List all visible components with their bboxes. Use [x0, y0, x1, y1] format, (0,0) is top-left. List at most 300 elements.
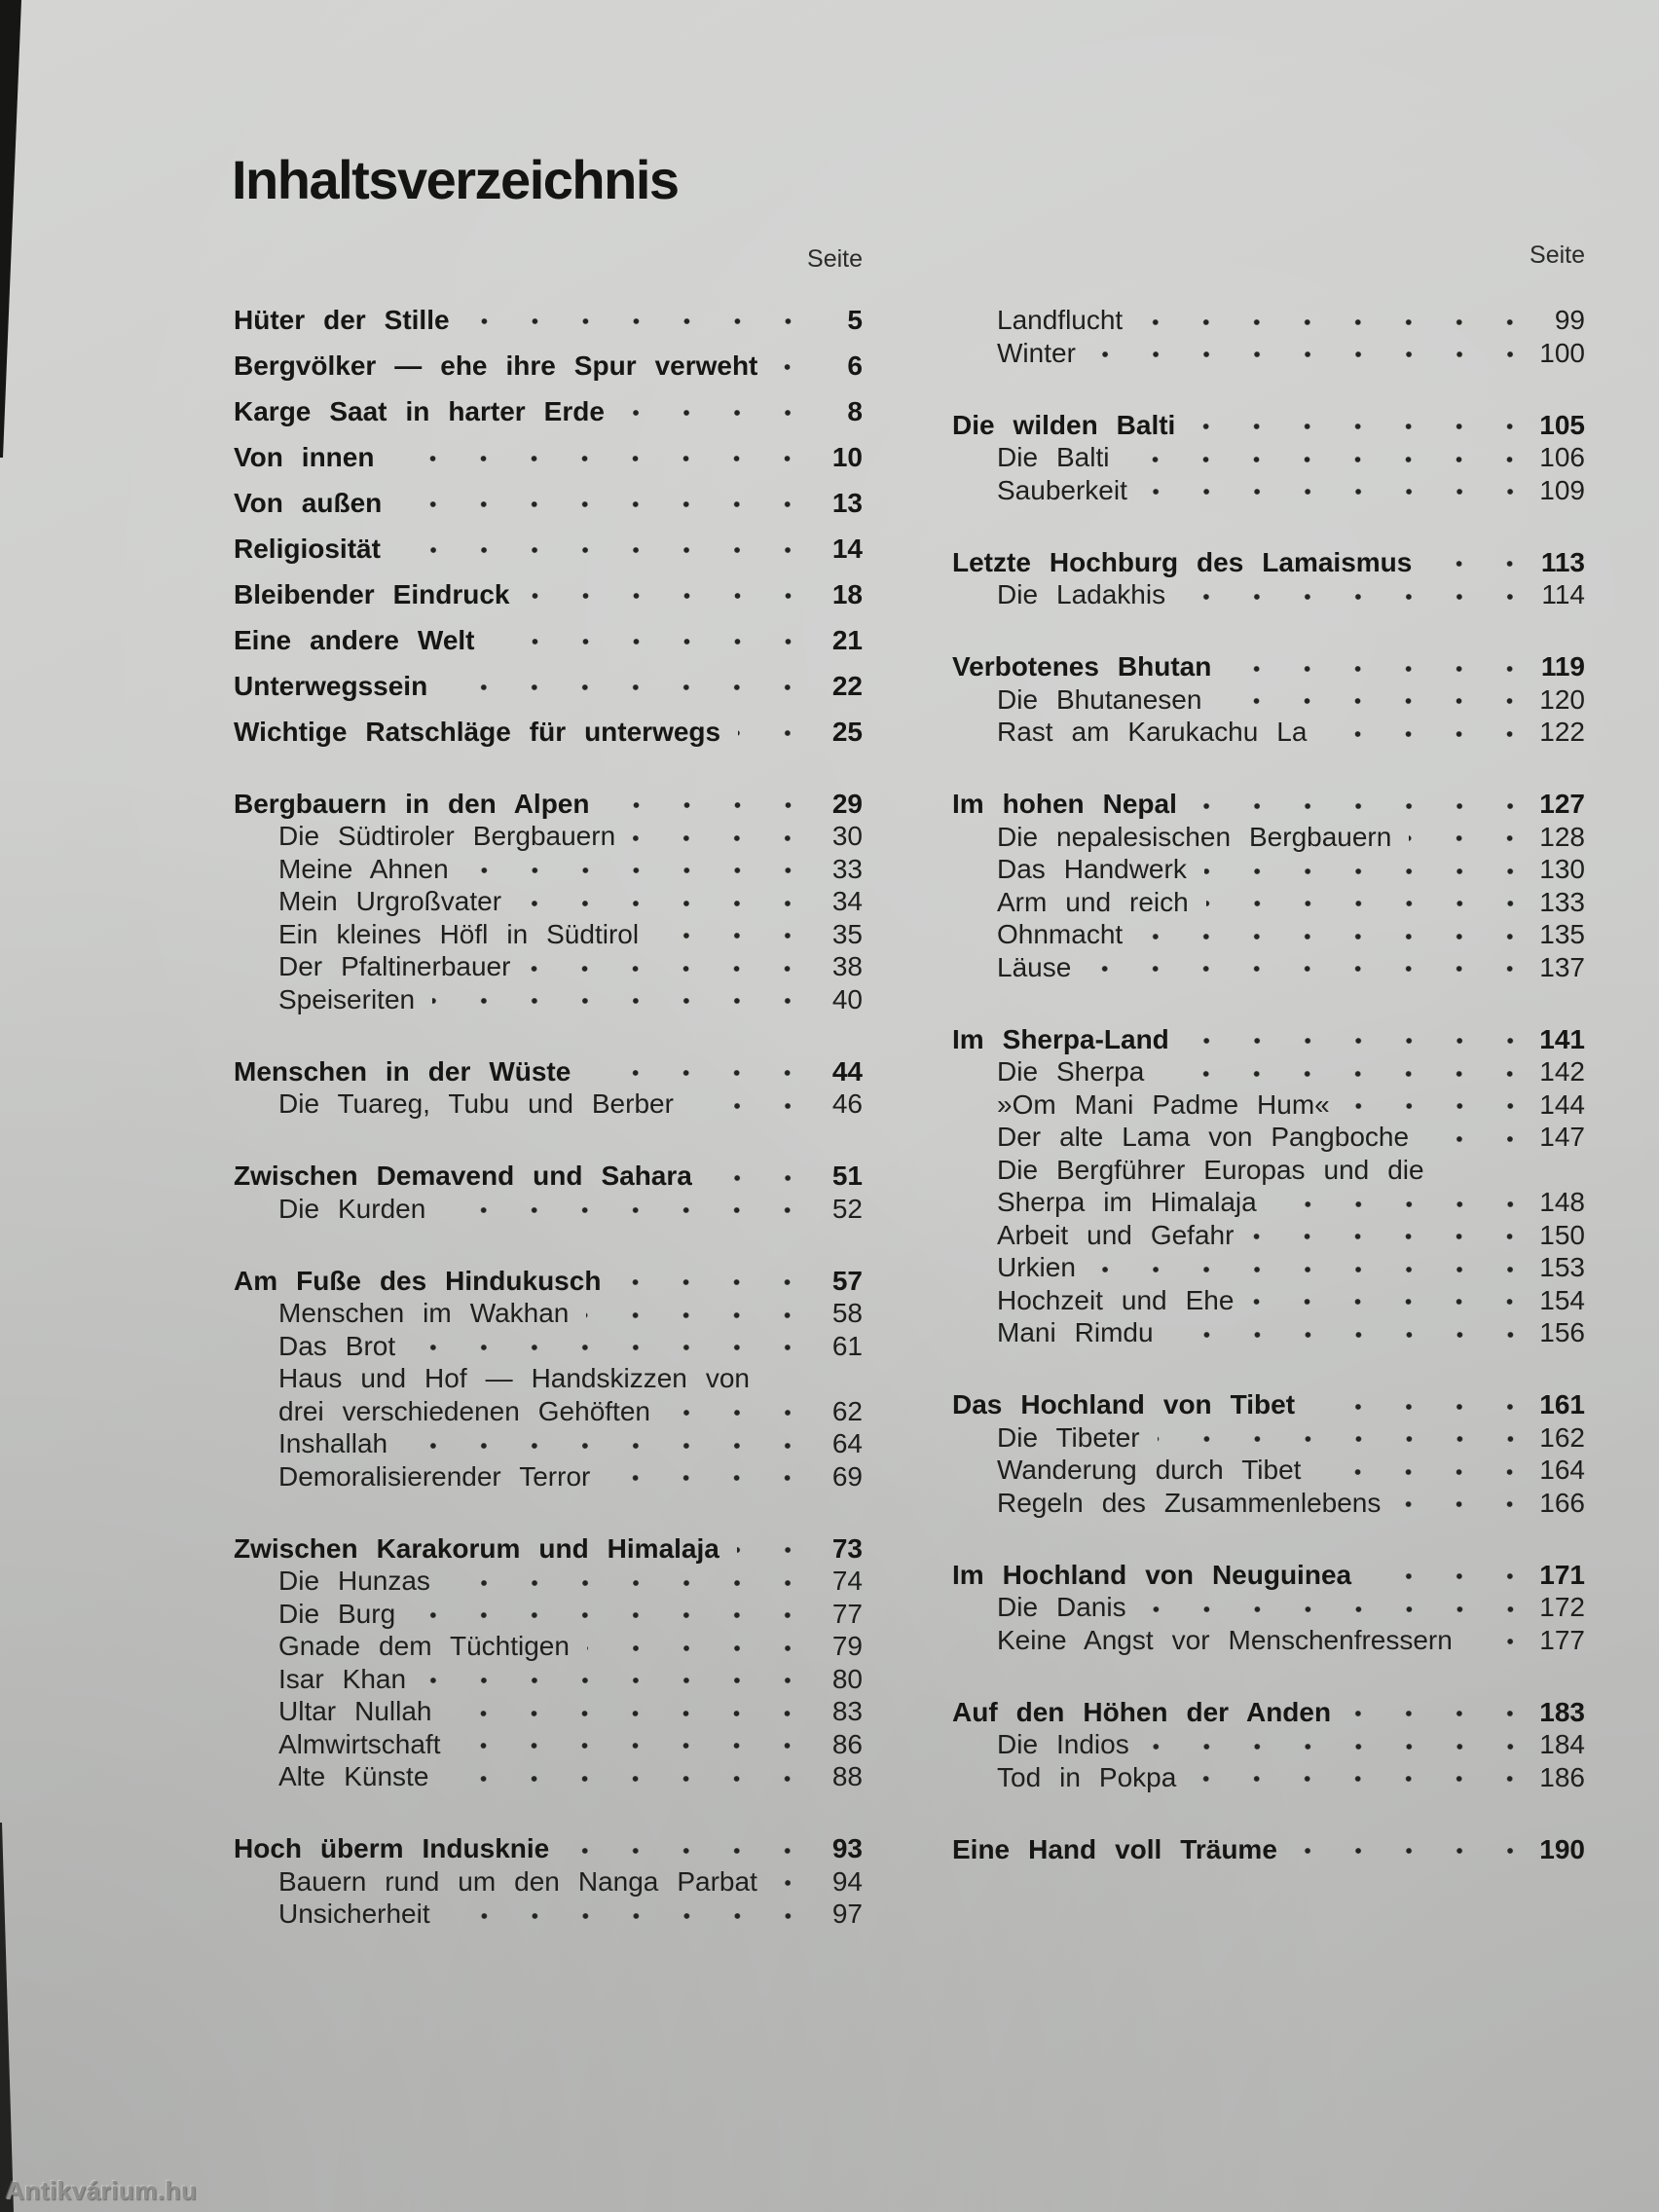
toc-entry-label: Zwischen Karakorum und Himalaja	[234, 1532, 719, 1564]
page-number: 166	[1539, 1487, 1585, 1518]
toc-entry-label: Unsicherheit	[278, 1899, 430, 1930]
dot-leader	[493, 636, 793, 647]
page-number: 33	[831, 853, 863, 884]
toc-row	[234, 471, 863, 517]
dot-leader	[432, 995, 793, 1007]
page-number: 18	[831, 578, 863, 609]
dot-leader	[567, 1845, 793, 1857]
page-number: 119	[1540, 651, 1585, 682]
toc-row	[952, 472, 1585, 505]
toc-entry-label: Wanderung durch Tibet	[997, 1455, 1302, 1486]
toc-column-left	[234, 288, 863, 1929]
page-number: 64	[831, 1428, 863, 1459]
dot-leader	[458, 1740, 793, 1751]
toc-entry-label: Das Brot	[278, 1330, 396, 1361]
toc-entry-label: Läuse	[997, 951, 1072, 982]
dot-leader	[449, 1708, 793, 1719]
toc-entry-label: Meine Ahnen	[278, 853, 449, 884]
toc-entry-label: Speiseriten	[278, 983, 416, 1014]
toc-entry-label: Arm und reich	[997, 886, 1189, 917]
page-number: 177	[1539, 1624, 1585, 1655]
toc-entry-label: Winter	[997, 337, 1076, 368]
scan-edge-shadow-top-left	[0, 0, 21, 458]
toc-entry-label: Eine Hand voll Träume	[952, 1833, 1277, 1864]
toc-entry-label: Hoch überm Indusknie	[234, 1833, 550, 1864]
page-number: 13	[831, 487, 863, 518]
dot-leader	[1171, 1329, 1515, 1341]
toc-row	[234, 772, 863, 818]
toc-row	[234, 1360, 863, 1393]
toc-row	[952, 1087, 1585, 1120]
dot-leader	[443, 1204, 793, 1216]
toc-row	[952, 1726, 1585, 1759]
toc-entry-label: Inshallah	[278, 1428, 388, 1459]
toc-entry-label: Ohnmacht	[997, 919, 1124, 950]
page-number: 74	[831, 1566, 863, 1597]
page-number: 183	[1539, 1696, 1585, 1727]
page-number: 10	[831, 441, 863, 472]
toc-row	[234, 654, 863, 700]
toc-entry-label: Regeln des Zusammenlebens	[997, 1487, 1382, 1518]
dot-leader	[1195, 800, 1515, 812]
toc-row	[952, 1485, 1585, 1518]
dot-leader	[775, 1877, 793, 1889]
toc-entry-label: Menschen im Wakhan	[278, 1298, 570, 1329]
toc-entry-label: Die Sherpa	[997, 1056, 1145, 1088]
dot-leader	[1145, 486, 1515, 498]
dot-leader	[1470, 1636, 1515, 1647]
scan-edge-shadow-bottom-left	[0, 1823, 14, 2212]
page-number: 154	[1539, 1284, 1585, 1315]
toc-entry-label: Keine Angst vor Menschenfressern	[997, 1624, 1453, 1655]
page-number: 62	[831, 1395, 863, 1426]
toc-entry-label: Isar Khan	[278, 1663, 407, 1694]
toc-row	[952, 1249, 1585, 1282]
toc-row	[234, 1295, 863, 1328]
toc-entry-label: Die Burg	[278, 1598, 396, 1629]
dot-leader	[622, 407, 793, 419]
dot-leader	[608, 1472, 793, 1484]
toc-row	[952, 1622, 1585, 1655]
dot-leader	[467, 315, 793, 327]
dot-leader	[656, 930, 793, 941]
dot-leader	[1251, 1296, 1515, 1308]
toc-row	[234, 1040, 863, 1086]
toc-row	[952, 949, 1585, 982]
dot-leader	[1348, 1708, 1515, 1719]
toc-entry-label: Das Hochland von Tibet	[952, 1389, 1296, 1420]
toc-entry-label: Letzte Hochburg des Lamaismus	[952, 546, 1413, 577]
toc-entry-label: Die Indios	[997, 1729, 1129, 1760]
toc-row	[234, 851, 863, 884]
dot-leader	[448, 1910, 793, 1922]
toc-entry-label: Mani Rimdu	[997, 1317, 1154, 1348]
toc-entry-label: Sauberkeit	[997, 474, 1127, 505]
toc-entry-label: Auf den Höhen der Anden	[952, 1696, 1332, 1727]
page-number: 83	[831, 1696, 863, 1727]
toc-entry-label: Bergbauern in den Alpen	[234, 788, 590, 819]
dot-leader	[1093, 349, 1515, 360]
toc-entry-label: Demoralisierender Terror	[278, 1460, 591, 1492]
dot-leader	[1204, 866, 1515, 877]
page-number: 130	[1539, 854, 1585, 885]
page-number: 40	[831, 983, 863, 1014]
page-number: 161	[1539, 1389, 1585, 1420]
dot-leader	[1429, 558, 1515, 570]
page-number: 99	[1554, 305, 1585, 336]
page-number: 97	[831, 1899, 863, 1930]
toc-row	[234, 1191, 863, 1224]
toc-row	[952, 1680, 1585, 1726]
dot-leader	[1187, 1035, 1515, 1047]
toc-row	[234, 1693, 863, 1726]
toc-entry-label: Die nepalesischen Bergbauern	[997, 821, 1392, 852]
column-header-seite-left: Seite	[807, 245, 863, 273]
toc-entry-label: »Om Mani Padme Hum«	[997, 1088, 1330, 1120]
dot-leader	[1324, 728, 1515, 740]
page-number: 77	[831, 1598, 863, 1629]
toc-row	[952, 531, 1585, 576]
toc-row	[234, 517, 863, 563]
toc-row	[234, 425, 863, 471]
toc-row	[234, 1458, 863, 1492]
page-number: 44	[831, 1055, 863, 1087]
dot-leader	[446, 1773, 793, 1785]
toc-row	[234, 1563, 863, 1596]
page-number: 57	[831, 1265, 863, 1296]
page-number: 93	[831, 1833, 863, 1864]
toc-row	[234, 380, 863, 425]
page-number: 100	[1539, 337, 1585, 368]
toc-row	[952, 1543, 1585, 1589]
page-number: 162	[1539, 1421, 1585, 1453]
toc-entry-label: Mein Urgroßvater	[278, 886, 502, 917]
page-number: 164	[1539, 1455, 1585, 1486]
toc-row	[952, 302, 1585, 335]
toc-row	[234, 1145, 863, 1191]
page-number: 8	[847, 395, 863, 426]
toc-entry-label: Der alte Lama von Pangboche	[997, 1122, 1410, 1153]
toc-row	[952, 1589, 1585, 1622]
dot-leader	[1295, 1845, 1515, 1857]
toc-row	[952, 851, 1585, 884]
page-number: 14	[831, 533, 863, 564]
toc-entry-label: Alte Künste	[278, 1761, 429, 1792]
page-number: 109	[1539, 474, 1585, 505]
dot-leader	[1312, 1401, 1515, 1413]
toc-entry-label: Menschen in der Wüste	[234, 1055, 571, 1087]
toc-entry-label: Von außen	[234, 487, 383, 518]
column-header-seite-right: Seite	[1530, 241, 1585, 269]
page-number: 105	[1539, 409, 1585, 440]
page-number: 122	[1539, 717, 1585, 748]
dot-leader	[391, 453, 793, 464]
dot-leader	[586, 1309, 793, 1321]
toc-entry-label: Der Pfaltinerbauer	[278, 951, 511, 982]
toc-row	[952, 714, 1585, 747]
toc-row	[952, 1452, 1585, 1485]
toc-row	[952, 439, 1585, 472]
toc-row	[952, 884, 1585, 917]
page-number: 29	[831, 788, 863, 819]
dot-leader	[424, 1675, 793, 1686]
toc-entry-label: Ein kleines Höfl in Südtirol	[278, 918, 640, 949]
page-number: 171	[1539, 1559, 1585, 1590]
page-number: 22	[831, 670, 863, 701]
page-title: Inhaltsverzeichnis	[232, 148, 679, 210]
toc-row	[952, 1008, 1585, 1053]
dot-leader	[668, 1407, 793, 1419]
dot-leader	[528, 590, 793, 602]
page-number: 94	[831, 1865, 863, 1897]
page-number: 142	[1539, 1056, 1585, 1088]
page-number: 144	[1539, 1088, 1585, 1120]
dot-leader	[519, 898, 793, 909]
toc-entry-label: Haus und Hof — Handskizzen von	[278, 1363, 750, 1394]
toc-row	[234, 1086, 863, 1119]
toc-row	[952, 1217, 1585, 1250]
toc-row	[952, 819, 1585, 852]
page-number: 80	[831, 1663, 863, 1694]
toc-row	[234, 288, 863, 334]
toc-row	[234, 981, 863, 1014]
toc-entry-label: Urkien	[997, 1252, 1076, 1283]
dot-leader	[1161, 1068, 1515, 1080]
toc-entry-label: Das Handwerk	[997, 854, 1187, 885]
page-number: 30	[831, 821, 863, 852]
dot-leader	[1147, 1741, 1515, 1752]
dot-leader	[1251, 1231, 1515, 1242]
page-number: 79	[831, 1631, 863, 1662]
page-number: 141	[1539, 1023, 1585, 1054]
toc-entry-label: Bergvölker — ehe ihre Spur verweht	[234, 350, 758, 381]
page-number: 150	[1539, 1219, 1585, 1250]
toc-row	[234, 1393, 863, 1426]
toc-entry-label: Tod in Pokpa	[997, 1761, 1177, 1792]
dot-leader	[405, 1440, 793, 1452]
toc-row	[952, 1818, 1585, 1863]
toc-row	[234, 563, 863, 608]
dot-leader	[710, 1172, 793, 1184]
dot-leader	[1398, 1498, 1515, 1510]
page-number: 190	[1539, 1833, 1585, 1864]
page-number: 38	[831, 951, 863, 982]
toc-entry-label: Almwirtschaft	[278, 1728, 441, 1759]
toc-row	[234, 1896, 863, 1929]
toc-row	[952, 576, 1585, 609]
toc-entry-label: Hüter der Stille	[234, 304, 450, 335]
toc-entry-label: Bleibender Eindruck	[234, 578, 510, 609]
toc-row	[234, 818, 863, 851]
dot-leader	[413, 1342, 793, 1353]
dot-leader	[1144, 1604, 1515, 1615]
toc-row	[952, 1053, 1585, 1087]
page-number: 52	[831, 1193, 863, 1224]
toc-row	[952, 1759, 1585, 1792]
toc-row	[952, 1314, 1585, 1347]
toc-entry-label: Die Bhutanesen	[997, 683, 1202, 715]
page-number: 58	[831, 1298, 863, 1329]
dot-leader	[587, 1642, 793, 1654]
toc-row	[234, 334, 863, 380]
toc-row	[952, 393, 1585, 439]
dot-leader	[399, 498, 793, 510]
page-number: 156	[1539, 1317, 1585, 1348]
dot-leader	[398, 544, 793, 556]
page-number: 86	[831, 1728, 863, 1759]
dot-leader	[1369, 1570, 1515, 1582]
page-number: 6	[847, 350, 863, 381]
toc-entry-label: Die Hunzas	[278, 1566, 430, 1597]
page-number: 73	[831, 1532, 863, 1564]
dot-leader	[1140, 316, 1515, 328]
toc-entry-label: Die Bergführer Europas und die	[997, 1154, 1424, 1185]
dot-leader	[737, 1544, 793, 1556]
toc-entry-label: Rast am Karukachu La	[997, 717, 1308, 748]
dot-leader	[588, 1067, 793, 1079]
toc-row	[234, 1863, 863, 1897]
dot-leader	[1193, 421, 1515, 432]
page-number: 137	[1539, 951, 1585, 982]
page-number: 128	[1539, 821, 1585, 852]
dot-leader	[1158, 1433, 1515, 1445]
dot-leader	[1140, 931, 1515, 942]
page-number: 113	[1540, 546, 1585, 577]
toc-entry-label: Bauern rund um den Nanga Parbat	[278, 1865, 757, 1897]
page-number: 184	[1539, 1729, 1585, 1760]
page-number: 34	[831, 886, 863, 917]
toc-entry-label: Am Fuße des Hindukusch	[234, 1265, 602, 1296]
toc-row	[234, 1425, 863, 1458]
toc-row	[952, 1419, 1585, 1453]
dot-leader	[1088, 963, 1515, 975]
toc-entry-label: Die Danis	[997, 1592, 1126, 1623]
antikvarium-watermark: Antikvárium.hu	[6, 2176, 198, 2205]
dot-leader	[1183, 591, 1515, 603]
toc-row	[234, 1328, 863, 1361]
toc-row	[234, 1517, 863, 1563]
toc-row	[234, 1818, 863, 1863]
toc-entry-label: Arbeit und Gefahr	[997, 1219, 1235, 1250]
dot-leader	[466, 865, 793, 876]
toc-row	[234, 883, 863, 916]
dot-leader	[1219, 695, 1515, 707]
toc-row	[952, 1184, 1585, 1217]
toc-row	[952, 1152, 1585, 1185]
page-number: 106	[1539, 442, 1585, 473]
toc-row	[234, 1758, 863, 1791]
dot-leader	[1126, 454, 1515, 465]
page-number: 88	[831, 1761, 863, 1792]
toc-row	[234, 608, 863, 654]
toc-entry-label: Ultar Nullah	[278, 1696, 432, 1727]
toc-entry-label: Zwischen Demavend und Sahara	[234, 1161, 692, 1192]
toc-row	[952, 1282, 1585, 1315]
toc-entry-label: Wichtige Ratschläge für unterwegs	[234, 716, 721, 747]
toc-row	[234, 1249, 863, 1295]
dot-leader	[1274, 1198, 1515, 1210]
page-number: 21	[831, 624, 863, 655]
dot-leader	[528, 963, 793, 975]
page-number: 127	[1539, 789, 1585, 820]
toc-entry-label: Im Hochland von Neuguinea	[952, 1559, 1352, 1590]
toc-row	[234, 1628, 863, 1661]
page-number: 135	[1539, 919, 1585, 950]
dot-leader	[448, 1577, 793, 1589]
dot-leader	[1409, 832, 1515, 844]
toc-entry-label: Gnade dem Tüchtigen	[278, 1631, 570, 1662]
toc-row	[952, 682, 1585, 715]
toc-column-right	[952, 302, 1585, 1863]
dot-leader	[445, 682, 793, 693]
toc-row	[952, 1374, 1585, 1419]
toc-entry-label: Im Sherpa-Land	[952, 1023, 1169, 1054]
toc-entry-label: Unterwegssein	[234, 670, 428, 701]
toc-row	[234, 916, 863, 949]
toc-entry-label: Die wilden Balti	[952, 409, 1176, 440]
dot-leader	[691, 1100, 793, 1112]
dot-leader	[1093, 1264, 1515, 1275]
page-number: 133	[1539, 886, 1585, 917]
toc-entry-label: Eine andere Welt	[234, 624, 475, 655]
toc-row	[234, 700, 863, 746]
page-number: 5	[847, 304, 863, 335]
toc-row	[952, 1119, 1585, 1152]
toc-row	[952, 773, 1585, 819]
toc-entry-label: Karge Saat in harter Erde	[234, 395, 605, 426]
dot-leader	[633, 832, 793, 844]
page-number: 147	[1539, 1122, 1585, 1153]
toc-entry-label: Religiosität	[234, 533, 381, 564]
page-number: 51	[831, 1161, 863, 1192]
page-number: 172	[1539, 1592, 1585, 1623]
page-number: 25	[831, 716, 863, 747]
toc-entry-label: drei verschiedenen Gehöften	[278, 1395, 650, 1426]
dot-leader	[1229, 663, 1515, 675]
toc-row	[234, 1596, 863, 1629]
toc-entry-label: Hochzeit und Ehe	[997, 1284, 1235, 1315]
toc-entry-label: Im hohen Nepal	[952, 789, 1177, 820]
toc-row	[234, 1661, 863, 1694]
dot-leader	[618, 1276, 793, 1288]
toc-entry-label: Von innen	[234, 441, 375, 472]
toc-row	[952, 636, 1585, 682]
toc-entry-label: Sherpa im Himalaja	[997, 1187, 1257, 1218]
dot-leader	[413, 1609, 793, 1621]
toc-entry-label: Die Tibeter	[997, 1421, 1140, 1453]
dot-leader	[1194, 1773, 1515, 1785]
toc-entry-label: Die Tuareg, Tubu und Berber	[278, 1088, 674, 1120]
toc-entry-label: Die Kurden	[278, 1193, 426, 1224]
toc-row	[234, 1726, 863, 1759]
toc-row	[234, 948, 863, 981]
dot-leader	[775, 361, 793, 373]
dot-leader	[1206, 898, 1515, 909]
dot-leader	[1347, 1100, 1515, 1112]
toc-entry-label: Die Balti	[997, 442, 1110, 473]
toc-entry-label: Verbotenes Bhutan	[952, 651, 1212, 682]
dot-leader	[608, 799, 793, 811]
toc-row	[952, 335, 1585, 368]
page-number: 186	[1539, 1761, 1585, 1792]
toc-entry-label: Landflucht	[997, 305, 1124, 336]
dot-leader	[1426, 1133, 1515, 1145]
page-number: 35	[831, 918, 863, 949]
page-number: 114	[1541, 579, 1585, 610]
dot-leader	[1318, 1466, 1515, 1478]
page-number: 148	[1539, 1187, 1585, 1218]
toc-entry-label: Die Ladakhis	[997, 579, 1166, 610]
